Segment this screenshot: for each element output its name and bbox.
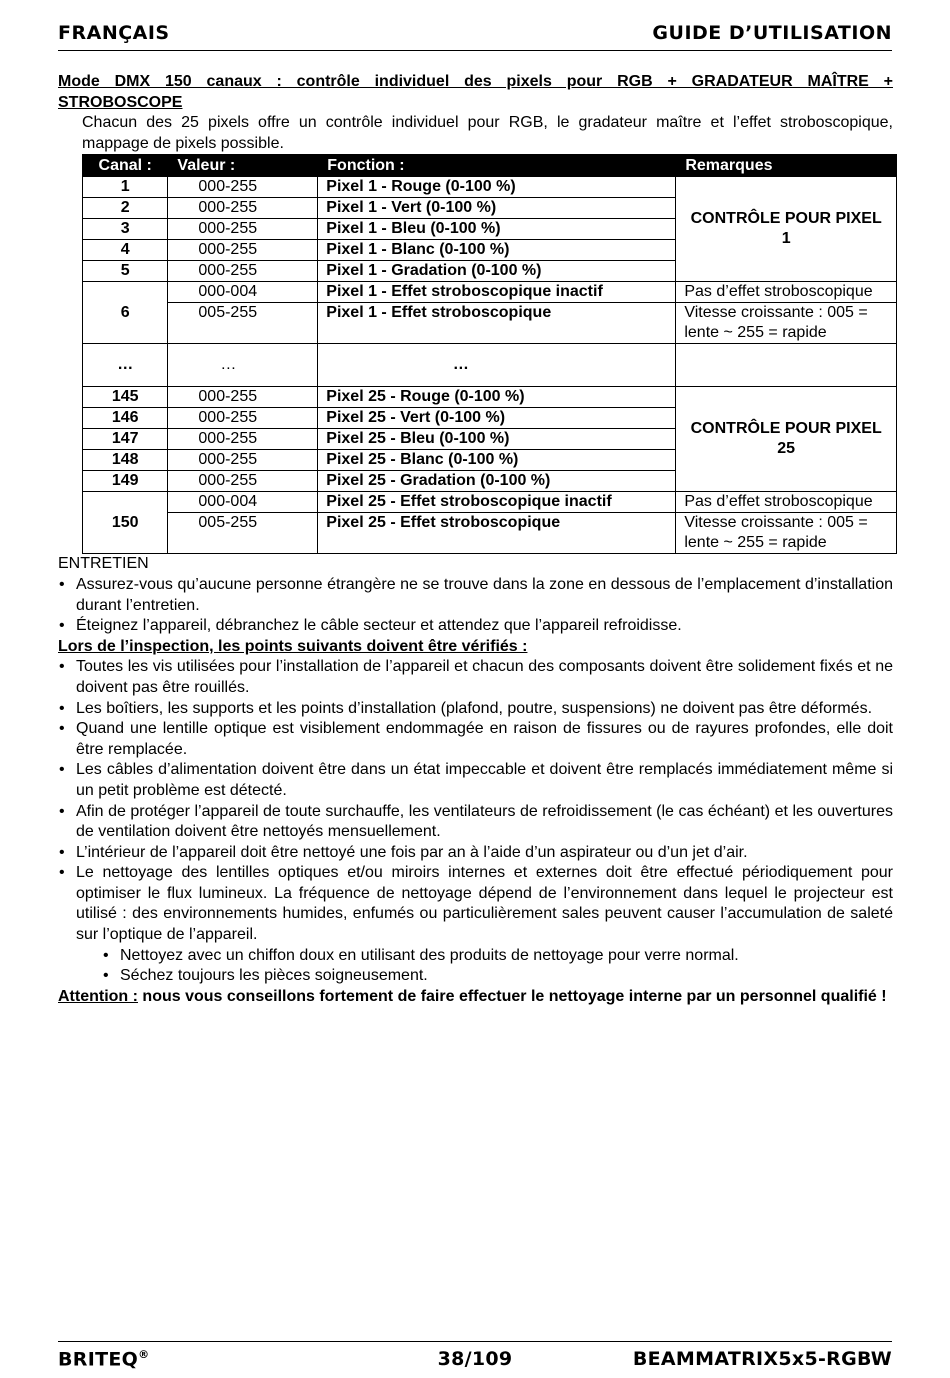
header-language: FRANÇAIS [58, 22, 170, 44]
value-cell: 000-255 [168, 387, 318, 408]
value-cell: 000-255 [168, 429, 318, 450]
inspection-list [58, 657, 893, 945]
mode-title: Mode DMX 150 canaux : contrôle individuel des pixels pour RGB + GRADATEUR MAÎTRE + [58, 73, 893, 90]
dmx-channel-table [82, 154, 897, 554]
channel-cell: 145 [83, 387, 168, 408]
function-cell: Pixel 1 - Bleu (0-100 %) [318, 219, 676, 240]
value-cell: 000-004 [168, 282, 318, 303]
remark-cell: Vitesse croissante : 005 = lente ~ 255 = rapide [676, 303, 897, 344]
page-header [58, 20, 892, 51]
function-cell: Pixel 25 - Blanc (0-100 %) [318, 450, 676, 471]
channel-cell: 3 [83, 219, 168, 240]
function-cell: Pixel 25 - Effet stroboscopique [318, 513, 676, 554]
value-cell: 000-255 [168, 219, 318, 240]
table-header-row [83, 155, 897, 177]
value-cell: 005-255 [168, 303, 318, 344]
value-cell: 000-255 [168, 198, 318, 219]
header-fonction: Fonction : [318, 155, 676, 177]
table-row [83, 387, 897, 408]
remark-cell [676, 344, 897, 387]
maintenance-list [58, 575, 893, 637]
function-cell: … [318, 344, 676, 387]
list-item: • Séchez toujours les pièces soigneusement. [102, 966, 893, 987]
list-item: • Toutes les vis utilisées pour l’installation de l’appareil et chacun des composants doivent être solidement fixés et ne doivent pas être rouillés. [58, 657, 893, 698]
list-item: • Nettoyez avec un chiffon doux en utilisant des produits de nettoyage pour verre normal. [102, 946, 893, 967]
registered-mark: ® [138, 1348, 150, 1361]
function-cell: Pixel 1 - Effet stroboscopique [318, 303, 676, 344]
attention-label: Attention : [58, 987, 138, 1005]
channel-cell: 2 [83, 198, 168, 219]
inspection-title: Lors de l’inspection, les points suivants doivent être vérifiés : [58, 637, 528, 655]
list-item: • Éteignez l’appareil, débranchez le câble secteur et attendez que l’appareil refroidisse. [58, 616, 893, 637]
table-row [83, 177, 897, 198]
remark-cell: Vitesse croissante : 005 = lente ~ 255 = rapide [676, 513, 897, 554]
maintenance-title: ENTRETIEN [58, 555, 149, 573]
value-cell: 000-255 [168, 471, 318, 492]
header-remarques: Remarques [676, 155, 897, 177]
channel-cell: 150 [83, 492, 168, 554]
list-item: • Quand une lentille optique est visiblement endommagée en raison de fissures ou de rayures profondes, elle doit être remplacée. [58, 719, 893, 760]
function-cell: Pixel 25 - Gradation (0-100 %) [318, 471, 676, 492]
table-row-ellipsis [83, 344, 897, 387]
mode-description-line2: mappage de pixels possible. [82, 134, 284, 152]
remark-control-pixel-25: CONTRÔLE POUR PIXEL 25 [676, 387, 897, 492]
value-cell: 000-004 [168, 492, 318, 513]
list-item: • Assurez-vous qu’aucune personne étrangère ne se trouve dans la zone en dessous de l’emplacement d’installation durant l’entretien. [58, 575, 893, 616]
remark-cell: Pas d’effet stroboscopique [676, 282, 897, 303]
channel-cell: 148 [83, 450, 168, 471]
header-canal: Canal : [83, 155, 168, 177]
table-row [83, 282, 897, 303]
function-cell: Pixel 25 - Bleu (0-100 %) [318, 429, 676, 450]
value-cell: 000-255 [168, 408, 318, 429]
function-cell: Pixel 1 - Blanc (0-100 %) [318, 240, 676, 261]
table-row [83, 303, 897, 344]
function-cell: Pixel 25 - Effet stroboscopique inactif [318, 492, 676, 513]
value-cell: 000-255 [168, 450, 318, 471]
list-item: • Afin de protéger l’appareil de toute surchauffe, les ventilateurs de refroidissement (le cas échéant) et les ouvertures de ventilation doivent être nettoyés mensuellement. [58, 802, 893, 843]
table-row [83, 492, 897, 513]
function-cell: Pixel 1 - Gradation (0-100 %) [318, 261, 676, 282]
channel-cell: 146 [83, 408, 168, 429]
channel-cell: … [83, 344, 168, 387]
footer-brand: BRITEQ® [58, 1348, 150, 1371]
mode-title-line2: STROBOSCOPE [58, 93, 183, 111]
remark-control-pixel-1: CONTRÔLE POUR PIXEL 1 [676, 177, 897, 282]
function-cell: Pixel 25 - Rouge (0-100 %) [318, 387, 676, 408]
remark-cell: Pas d’effet stroboscopique [676, 492, 897, 513]
function-cell: Pixel 1 - Effet stroboscopique inactif [318, 282, 676, 303]
channel-cell: 147 [83, 429, 168, 450]
table-row [83, 513, 897, 554]
channel-cell: 4 [83, 240, 168, 261]
value-cell: … [168, 344, 318, 387]
value-cell: 005-255 [168, 513, 318, 554]
header-guide-title: GUIDE D’UTILISATION [652, 22, 892, 44]
footer-model: BEAMMATRIX5x5-RGBW [632, 1348, 892, 1370]
value-cell: 000-255 [168, 177, 318, 198]
value-cell: 000-255 [168, 261, 318, 282]
cleaning-sub-list [58, 946, 893, 987]
attention-note [58, 987, 893, 1008]
channel-cell: 6 [83, 282, 168, 344]
page-footer [58, 1341, 892, 1378]
attention-text: nous vous conseillons fortement de faire effectuer le nettoyage interne par un personnel qualifié ! [137, 987, 887, 1005]
mode-description: Chacun des 25 pixels offre un contrôle individuel pour RGB, le gradateur maître et l’effet stroboscopique, [82, 114, 893, 132]
channel-cell: 5 [83, 261, 168, 282]
list-item: • Les câbles d’alimentation doivent être dans un état impeccable et doivent être remplacés immédiatement même si un petit problème est détecté. [58, 760, 893, 801]
list-item: • L’intérieur de l’appareil doit être nettoyé une fois par an à l’aide d’un aspirateur ou d’un jet d’air. [58, 843, 893, 864]
header-valeur: Valeur : [168, 155, 318, 177]
list-item: • Les boîtiers, les supports et les points d’installation (plafond, poutre, suspensions) ne doivent pas être déformés. [58, 699, 893, 720]
function-cell: Pixel 1 - Vert (0-100 %) [318, 198, 676, 219]
value-cell: 000-255 [168, 240, 318, 261]
channel-cell: 1 [83, 177, 168, 198]
footer-page-number: 38/109 [437, 1348, 513, 1370]
page-content [58, 72, 893, 1007]
list-item: • Le nettoyage des lentilles optiques et/ou miroirs internes et externes doit être effectué périodiquement pour optimiser le flux lumineux. La fréquence de nettoyage dépend de l’environnement dans lequel le projecteur est utilisé : des environnements humides, enfumés ou particulièrement sales peuvent causer l’accumulation de saleté sur l’optique de l’appareil. [58, 863, 893, 945]
function-cell: Pixel 1 - Rouge (0-100 %) [318, 177, 676, 198]
channel-cell: 149 [83, 471, 168, 492]
function-cell: Pixel 25 - Vert (0-100 %) [318, 408, 676, 429]
